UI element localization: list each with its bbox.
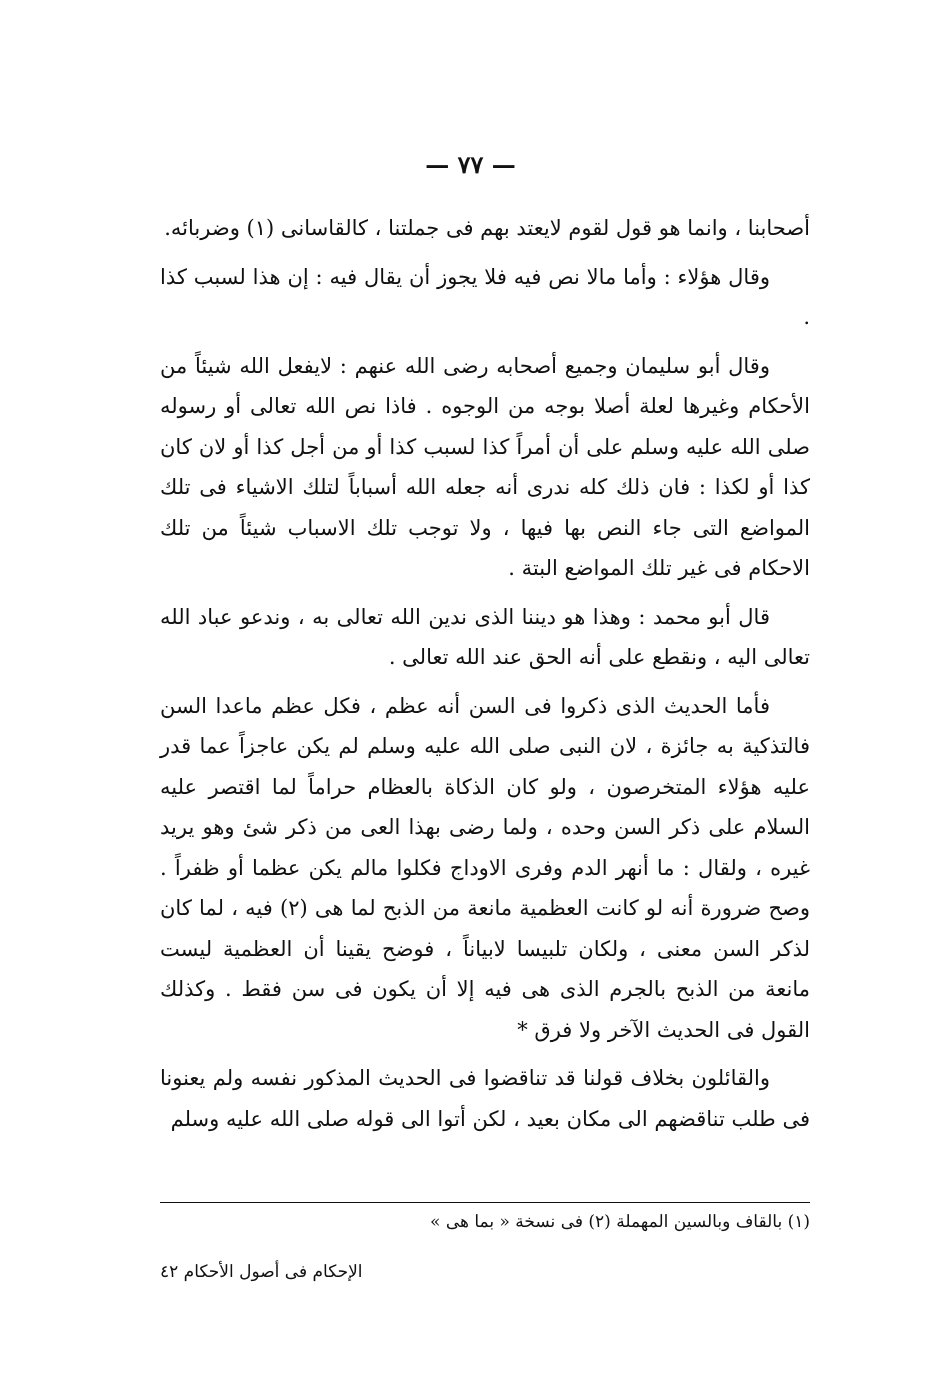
body-text xyxy=(160,208,810,1147)
footnote-divider xyxy=(160,1202,810,1203)
page-number: — ٧٧ — xyxy=(425,150,516,179)
paragraph: وقال هؤلاء : وأما مالا نص فيه فلا يجوز أن يقال فيه : إن هذا لسبب كذا . xyxy=(160,264,810,329)
paragraph: فأما الحديث الذى ذكروا فى السن أنه عظم ، فكل عظم ماعدا السن فالتذكية به جائزة ، لان النبى صلى الله عليه وسلم لم يكن عاجزاً عما قدر عليه هؤلاء المتخرصون ، ولو كان الذكاة بالعظام حراماً لما اقتصر عليه السلام على ذكر السن وحده ، ولما رضى بهذا العى من ذكر شئ وهو يريد غيره ، ولقال : ما أنهر الدم وفرى الاوداج فكلوا مالم يكن عظما أو ظفراً . وصح ضرورة أنه لو كانت العظمية مانعة من الذبح لما هى (٢) فيه ، لما كان لذكر السن معنى ، ولكان تلبيسا لابياناً ، فوضح يقينا أن العظمية ليست مانعة من الذبح بالجرم الذى هى فيه إلا أن يكون فى سن فقط . وكذلك القول فى الحديث الآخر ولا فرق * xyxy=(160,693,810,1042)
running-footer: الإحكام فى أصول الأحكام ٤٢ xyxy=(160,1262,363,1282)
paragraph: وقال أبو سليمان وجميع أصحابه رضى الله عنهم : لايفعل الله شيئاً من الأحكام وغيرها لعلة أصلا بوجه من الوجوه . فاذا نص الله تعالى أو رسوله صلى الله عليه وسلم على أن أمراً كذا لسبب كذا أو من أجل كذا أو لان كان كذا أو لكذا : فان ذلك كله ندرى أنه جعله الله أسباباً لتلك الاشياء فى تلك المواضع التى جاء النص بها فيها ، ولا توجب تلك الاسباب شيئاً من تلك الاحكام فى غير تلك المواضع البتة . xyxy=(160,353,810,580)
paragraph: قال أبو محمد : وهذا هو ديننا الذى ندين الله تعالى به ، وندعو عباد الله تعالى اليه ، ونقطع على أنه الحق عند الله تعالى . xyxy=(160,604,810,669)
paragraph: أصحابنا ، وانما هو قول لقوم لايعتد بهم فى جملتنا ، كالقاسانى (١) وضربائه. xyxy=(164,216,810,240)
footnote: (١) بالقاف وبالسين المهملة (٢) فى نسخة « بما هى » xyxy=(430,1212,810,1232)
paragraph: والقائلون بخلاف قولنا قد تناقضوا فى الحديث المذكور نفسه ولم يعنونا فى طلب تناقضهم الى مكان بعيد ، لكن أتوا الى قوله صلى الله عليه وسلم xyxy=(160,1066,810,1131)
